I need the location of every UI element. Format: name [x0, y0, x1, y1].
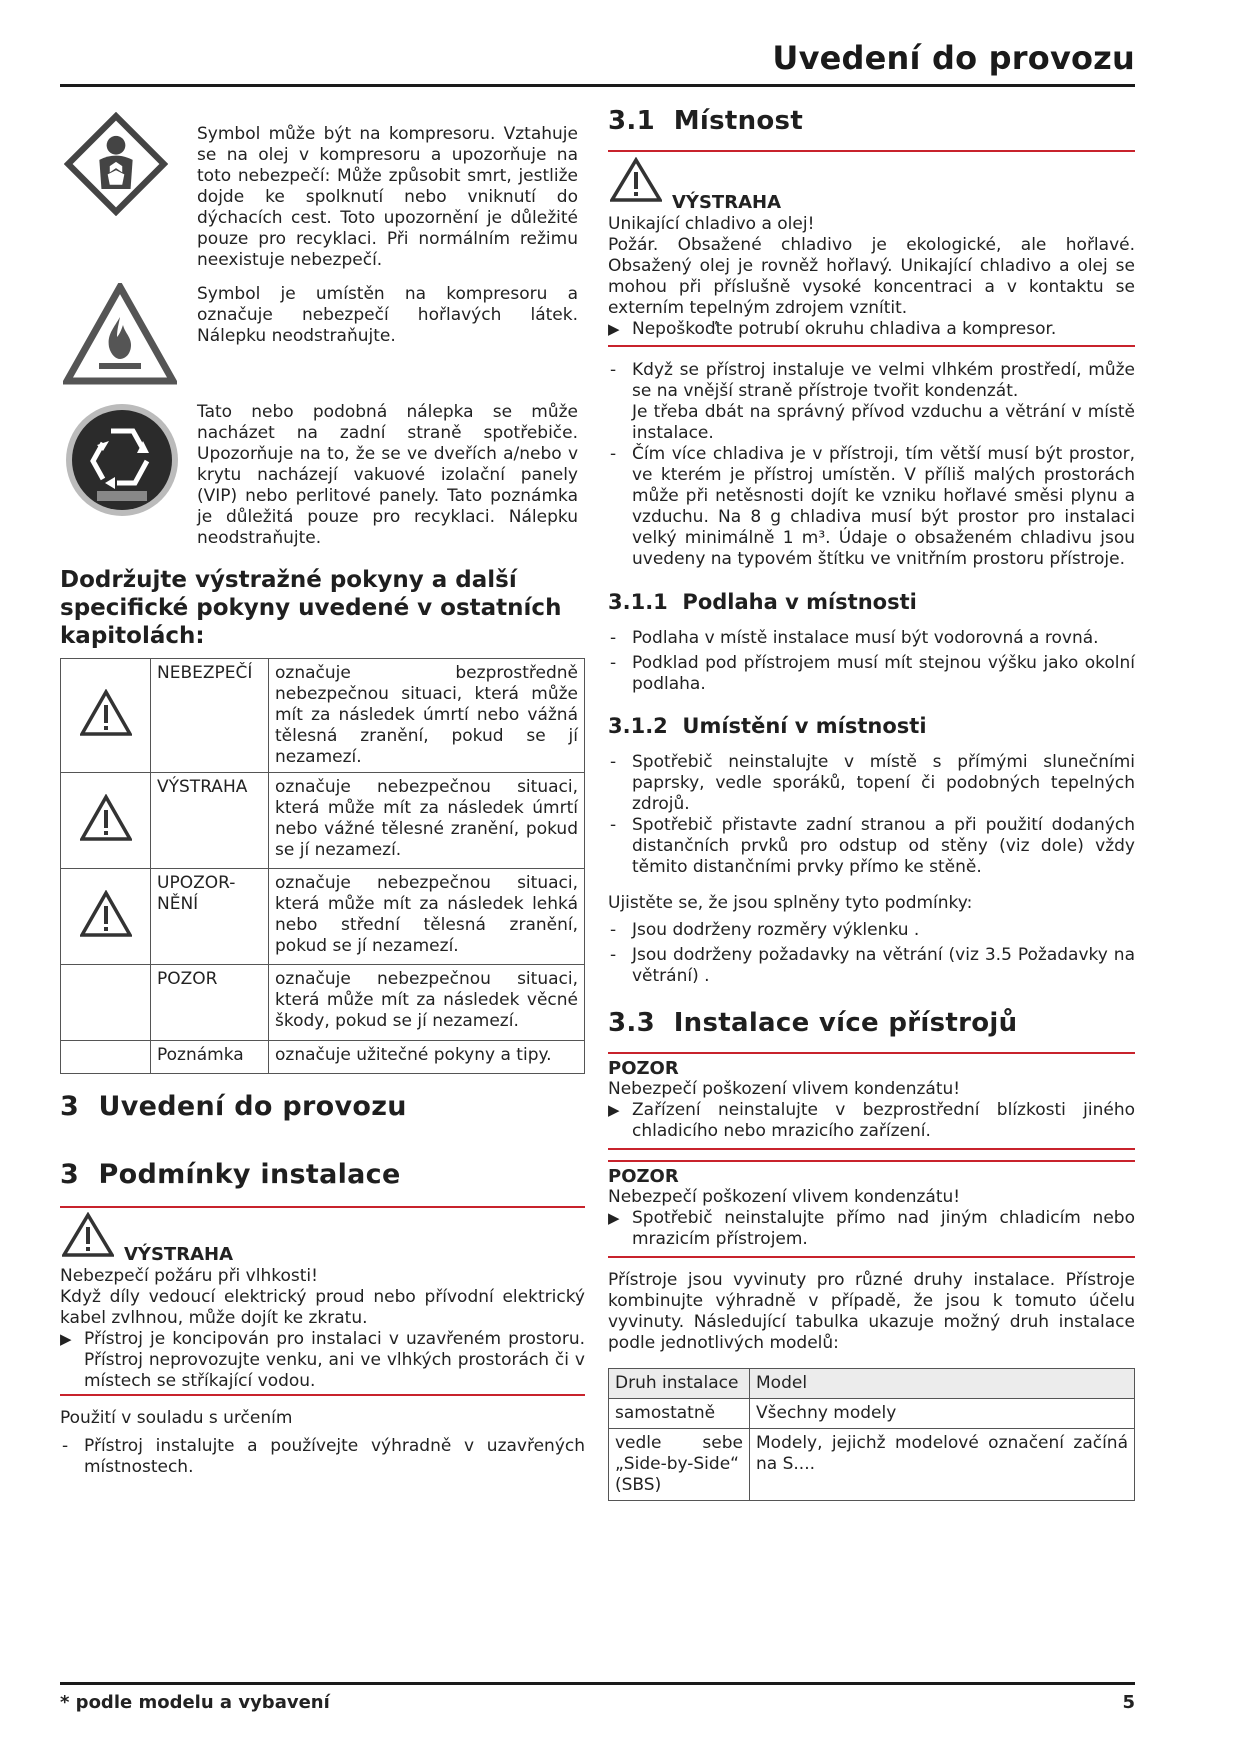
table-cell: vedle sebe „Side-by-Side“ (SBS) [609, 1429, 750, 1501]
page-number: 5 [1122, 1692, 1135, 1713]
arrow-right-icon: ▶ [608, 320, 620, 338]
warning-line: Požár. Obsažené chladivo je ekologické, ale hořlavé. Obsažený olej je rovněž hořlavý. Unikající chladivo a olej se mohou při příslušně vysoké koncentraci a v kontaktu se externím tepelným zdrojem vznítit. [608, 235, 1135, 318]
warning-label: VÝSTRAHA [124, 1244, 233, 1265]
signal-desc: označuje nebezpečnou situaci, která může mít za následek věcné škody, pokud se jí nezamezí. [269, 965, 585, 1041]
warning-line: Unikající chladivo a olej! [608, 214, 815, 234]
notice-1 [608, 1058, 1135, 1142]
signal-word: NEBEZPEČÍ [151, 659, 269, 773]
warning-label: VÝSTRAHA [672, 192, 781, 213]
warning-line: Nebezpečí požáru při vlhkosti! [60, 1266, 318, 1286]
notice-rule-top [608, 1160, 1135, 1162]
table-row [61, 659, 585, 773]
table-row [61, 869, 585, 965]
symbol-text-recycling: Tato nebo podobná nálepka se může nacházet na zadní straně spotřebiče. Upozorňuje na to, že se ve dveřích a/nebo v krytu nacházejí vakuové izolační panely (VIP) nebo perlitové panely. Tato poznámka je důležitá pouze pro recyklaci. Nálepku neodstraňujte. [197, 402, 578, 548]
section-heading-3-1: 3.1 Místnost [608, 106, 804, 136]
signal-desc: označuje bezprostředně nebezpečnou situaci, která může mít za následek úmrtí nebo vážná tělesná zranění, pokud se jí nezamezí. [269, 659, 585, 773]
warning-rule-top [60, 1206, 585, 1208]
symbol-text-health: Symbol může být na kompresoru. Vztahuje se na olej v kompresoru a upozorňuje na toto nebezpečí: Může způsobit smrt, jestliže dojde ke spolknutí nebo vniknutí do dýchacích cest. Toto upozornění je důležité pouze pro recyklaci. Při normálním režimu neexistuje nebezpečí. [197, 124, 578, 270]
conditions-list [608, 920, 1135, 987]
arrow-right-icon: ▶ [608, 1101, 620, 1119]
footer-note: * podle modelu a vybavení [60, 1692, 330, 1713]
symbol-text-flammable: Symbol je umístěn na kompresoru a označuje nebezpečí hořlavých látek. Nálepku neodstraňujte. [197, 284, 578, 346]
signal-word: VÝSTRAHA [151, 773, 269, 869]
placement-list [608, 752, 1135, 878]
signal-word: UPOZOR- NĚNÍ [151, 869, 269, 965]
footer-rule [60, 1682, 1135, 1685]
list-item: - Čím více chladiva je v přístroji, tím větší musí být prostor, ve kterém je přístroj umístěn. V příliš malých prostorách může při netěsnosti dojít ke vzniku hořlavé směsi plynu a vzduchu. Na 8 g chladiva musí být prostor pro instalaci velký minimálně 1 m³. Údaje o obsaženém chladivu jsou uvedeny na typovém štítku ve vnitřním prostoru přístroje. [610, 444, 1135, 569]
table-row [61, 1041, 585, 1074]
list-item: - Přístroj instalujte a používejte výhradně v uzavřených místnostech. [62, 1436, 585, 1477]
list-item: - Spotřebič neinstalujte v místě s přímými slunečními paprsky, vedle sporáků, topení či podobných tepelných zdrojů. [610, 752, 1135, 814]
table-row [609, 1429, 1135, 1501]
notice-action: ▶ Spotřebič neinstalujte přímo nad jiným chladicím nebo mrazicím přístrojem. [608, 1208, 1135, 1249]
list-item: - Když se přístroj instaluje ve velmi vlhkém prostředí, může se na vnější straně přístroje tvořit kondenzát. Je třeba dbát na správný přívod vzduchu a větrání v místě instalace. [610, 360, 1135, 443]
warning-triangle-icon [610, 157, 662, 209]
notice-line: Nebezpečí poškození vlivem kondenzátu! [608, 1187, 961, 1207]
arrow-right-icon: ▶ [608, 1209, 620, 1227]
list-item: - Jsou dodrženy rozměry výklenku . [610, 920, 920, 940]
signal-desc: označuje nebezpečnou situaci, která může mít za následek lehká nebo střední tělesná zranění, pokud se jí nezamezí. [269, 869, 585, 965]
warning-right-body [608, 214, 1135, 340]
intended-use-heading: Použití v souladu s určením [60, 1408, 293, 1428]
signal-word: Poznámka [151, 1041, 269, 1074]
notice-rule-bottom [608, 1256, 1135, 1258]
warning-rule-bottom [60, 1394, 585, 1396]
notice-rule-bottom [608, 1148, 1135, 1150]
warning-triangle-icon [61, 869, 151, 965]
table-row [609, 1399, 1135, 1429]
signal-word: POZOR [151, 965, 269, 1041]
table-cell: Všechny modely [750, 1399, 1135, 1429]
health-hazard-icon [62, 110, 170, 218]
list-item: - Podklad pod přístrojem musí mít stejnou výšku jako okolní podlaha. [610, 653, 1135, 694]
warning-rule-top [608, 150, 1135, 152]
signal-words-heading: Dodržujte výstražné pokyny a další specifické pokyny uvedené v ostatních kapitolách: [60, 567, 562, 649]
signal-desc: označuje užitečné pokyny a tipy. [269, 1041, 585, 1074]
signal-words-table [60, 658, 585, 1074]
page-header-title: Uvedení do provozu [772, 39, 1135, 77]
warning-triangle-icon [61, 659, 151, 773]
header-rule [60, 84, 1135, 87]
notice-label: POZOR [608, 1166, 679, 1187]
arrow-right-icon: ▶ [60, 1330, 72, 1348]
warning-line: Když díly vedoucí elektrický proud nebo přívodní elektrický kabel zvlhnou, může dojít ke zkratu. [60, 1287, 585, 1328]
warning-triangle-icon [61, 773, 151, 869]
section-heading-3-1-1: 3.1.1 Podlaha v místnosti [608, 590, 917, 614]
table-cell: Modely, jejichž modelové označení začíná na S.... [750, 1429, 1135, 1501]
section-heading-3b: 3 Podmínky instalace [60, 1159, 401, 1190]
combination-text: Přístroje jsou vyvinuty pro různé druhy instalace. Přístroje kombinujte výhradně v případě, že jsou k tomuto účelu vyvinuty. Následující tabulka ukazuje možný druh instalace podle jednotlivých modelů: [608, 1270, 1135, 1353]
warning-left-body [60, 1266, 585, 1392]
floor-list [608, 628, 1135, 695]
table-header: Druh instalace [609, 1369, 750, 1399]
table-cell: samostatně [609, 1399, 750, 1429]
list-item: - Podlaha v místě instalace musí být vodorovná a rovná. [610, 628, 1099, 648]
section-heading-3a: 3 Uvedení do provozu [60, 1091, 407, 1122]
section-heading-3-1-2: 3.1.2 Umístění v místnosti [608, 714, 927, 738]
notice-rule-top [608, 1052, 1135, 1054]
table-header: Model [750, 1369, 1135, 1399]
installation-table [608, 1368, 1135, 1501]
table-header-row [609, 1369, 1135, 1399]
table-row [61, 773, 585, 869]
flammable-warning-icon [62, 282, 178, 386]
warning-triangle-icon [62, 1212, 114, 1264]
notice-2 [608, 1166, 1135, 1250]
notice-label: POZOR [608, 1058, 679, 1079]
room-list [608, 360, 1135, 570]
table-row [61, 965, 585, 1041]
warning-action: ▶ Nepoškoďte potrubí okruhu chladiva a kompresor. [608, 319, 1057, 339]
warning-action: ▶ Přístroj je koncipován pro instalaci v uzavřeném prostoru. Přístroj neprovozujte venku, ani ve vlhkých prostorách či v místech se stříkající vodou. [60, 1329, 585, 1391]
recycling-label-icon [62, 400, 182, 520]
list-item: - Jsou dodrženy požadavky na větrání (viz 3.5 Požadavky na větrání) . [610, 945, 1135, 986]
warning-rule-bottom [608, 345, 1135, 347]
notice-action: ▶ Zařízení neinstalujte v bezprostřední blízkosti jiného chladicího nebo mrazicího zařízení. [608, 1100, 1135, 1141]
notice-line: Nebezpečí poškození vlivem kondenzátu! [608, 1079, 961, 1099]
signal-desc: označuje nebezpečnou situaci, která může mít za následek úmrtí nebo vážné tělesné zranění, pokud se jí nezamezí. [269, 773, 585, 869]
conditions-intro: Ujistěte se, že jsou splněny tyto podmínky: [608, 893, 973, 913]
section-heading-3-3: 3.3 Instalace více přístrojů [608, 1008, 1018, 1038]
list-item: - Spotřebič přistavte zadní stranou a při použití dodaných distančních prvků pro odstup od stěny (viz dole) vždy těmito distančními prvky přímo ke stěně. [610, 815, 1135, 877]
